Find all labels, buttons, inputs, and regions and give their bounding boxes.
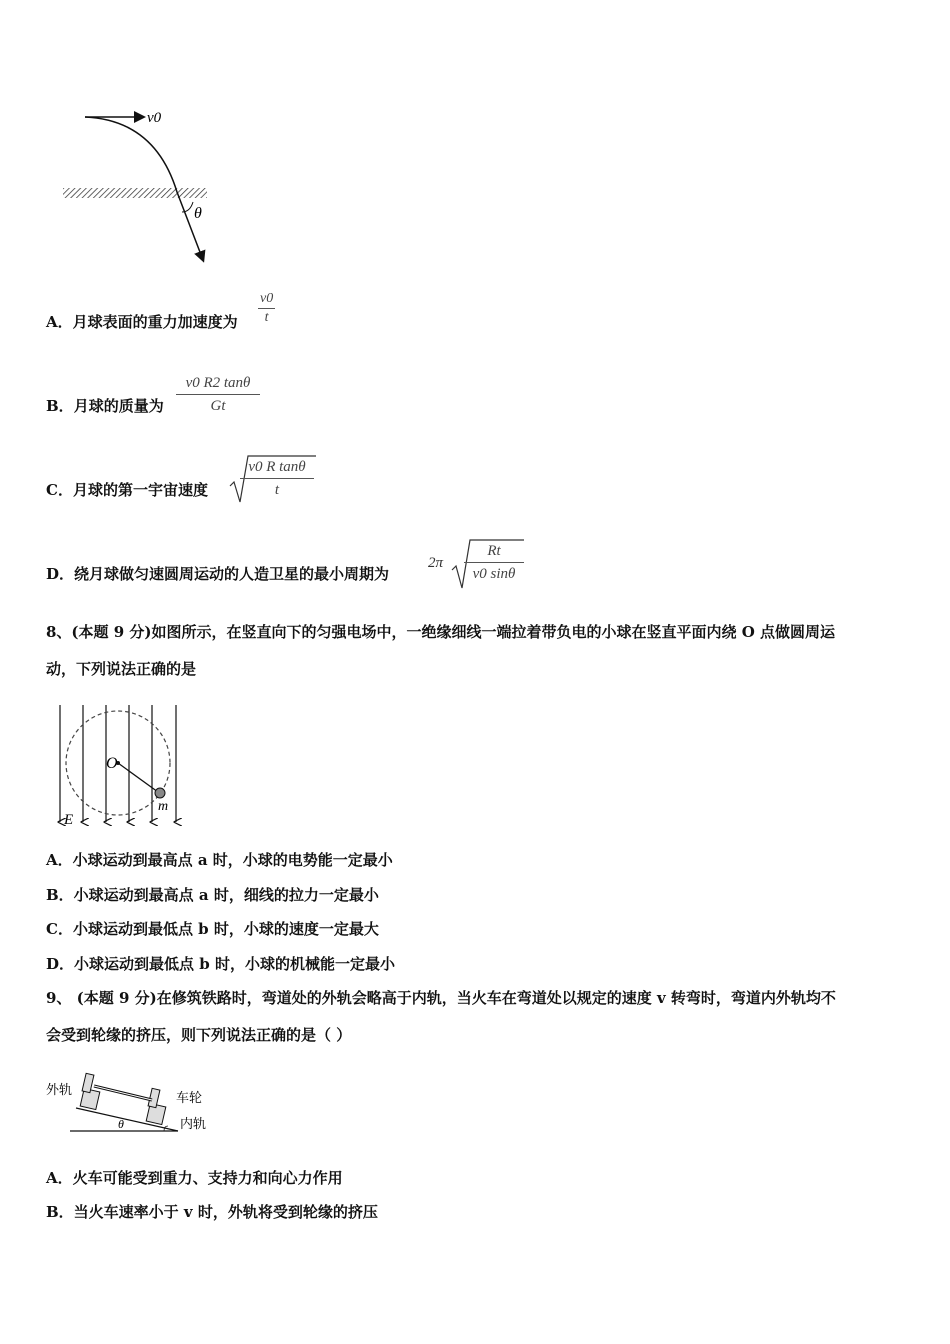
q8-stem-line1: 8、(本题 9 分)如图所示，在竖直向下的匀强电场中，一绝缘细线一端拉着带负电的小球在竖直平面内绕 O 点做圆周运: [46, 623, 836, 641]
theta-label: θ: [194, 205, 202, 222]
q9-option-a: A．火车可能受到重力、支持力和向心力作用: [46, 1169, 343, 1187]
q7-option-b: [46, 396, 164, 416]
q8-stem-line2: 动，下列说法正确的是: [46, 660, 197, 678]
option-a-numerator: v0: [260, 291, 274, 306]
v0-label: v0: [147, 110, 162, 126]
q7-option-a: [46, 312, 238, 332]
q9-option-b: B．当火车速率小于 v 时，外轨将受到轮缘的挤压: [46, 1203, 378, 1221]
option-d-denominator: v0 sinθ: [464, 562, 524, 585]
q7-option-d: [46, 564, 389, 584]
theta-label-rail: θ: [118, 1117, 124, 1131]
q8-option-c: C．小球运动到最低点 b 时，小球的速度一定最大: [46, 920, 379, 938]
wheel-label: 车轮: [176, 1090, 203, 1105]
inner-rail-label: 内轨: [180, 1116, 207, 1131]
option-d-numerator: Rt: [487, 543, 501, 559]
projectile-diagram: [55, 100, 235, 270]
e-label: E: [64, 812, 74, 828]
option-a-text: 月球表面的重力加速度为: [72, 313, 238, 331]
option-c-denominator: t: [240, 478, 314, 501]
option-a-fraction: [258, 290, 275, 327]
ground-surface: [63, 188, 207, 198]
outer-rail-label: 外轨: [46, 1082, 73, 1097]
option-c-text: 月球的第一宇宙速度: [72, 481, 208, 499]
o-label: O: [106, 755, 118, 772]
charged-ball: [155, 788, 165, 798]
option-d-prefix: D．: [46, 565, 75, 583]
option-c-fraction: [240, 456, 314, 501]
railway-banked-diagram: [44, 1062, 224, 1138]
electric-field-diagram: [50, 700, 190, 830]
option-d-coefficient: 2π: [428, 555, 444, 571]
m-label: m: [158, 799, 169, 814]
axle-inner: [94, 1086, 152, 1100]
option-d-fraction: [464, 540, 524, 585]
option-b-numerator: v0 R2 tanθ: [185, 375, 251, 391]
q9-stem-line1: 9、 (本题 9 分)在修筑铁路时，弯道处的外轨会略高于内轨，当火车在弯道处以规定的速度 v 转弯时，弯道内外轨均不: [46, 989, 836, 1007]
option-b-denominator: Gt: [176, 394, 260, 417]
option-b-prefix: B．: [46, 397, 74, 415]
q7-option-c: [46, 480, 208, 500]
option-d-text: 绕月球做匀速圆周运动的人造卫星的最小周期为: [74, 565, 390, 583]
option-a-prefix: A．: [46, 313, 73, 331]
option-b-text: 月球的质量为: [73, 397, 164, 415]
option-a-denominator: t: [258, 308, 275, 327]
option-c-numerator: v0 R tanθ: [248, 459, 306, 475]
option-c-prefix: C．: [46, 481, 73, 499]
option-b-fraction: [176, 372, 260, 417]
q9-stem-line2: 会受到轮缘的挤压，则下列说法正确的是（ ）: [46, 1026, 352, 1044]
q8-option-d: D．小球运动到最低点 b 时，小球的机械能一定最小: [46, 955, 395, 973]
q8-option-b: B．小球运动到最高点 a 时，细线的拉力一定最小: [46, 886, 379, 904]
q8-option-a: A．小球运动到最高点 a 时，小球的电势能一定最小: [46, 851, 393, 869]
